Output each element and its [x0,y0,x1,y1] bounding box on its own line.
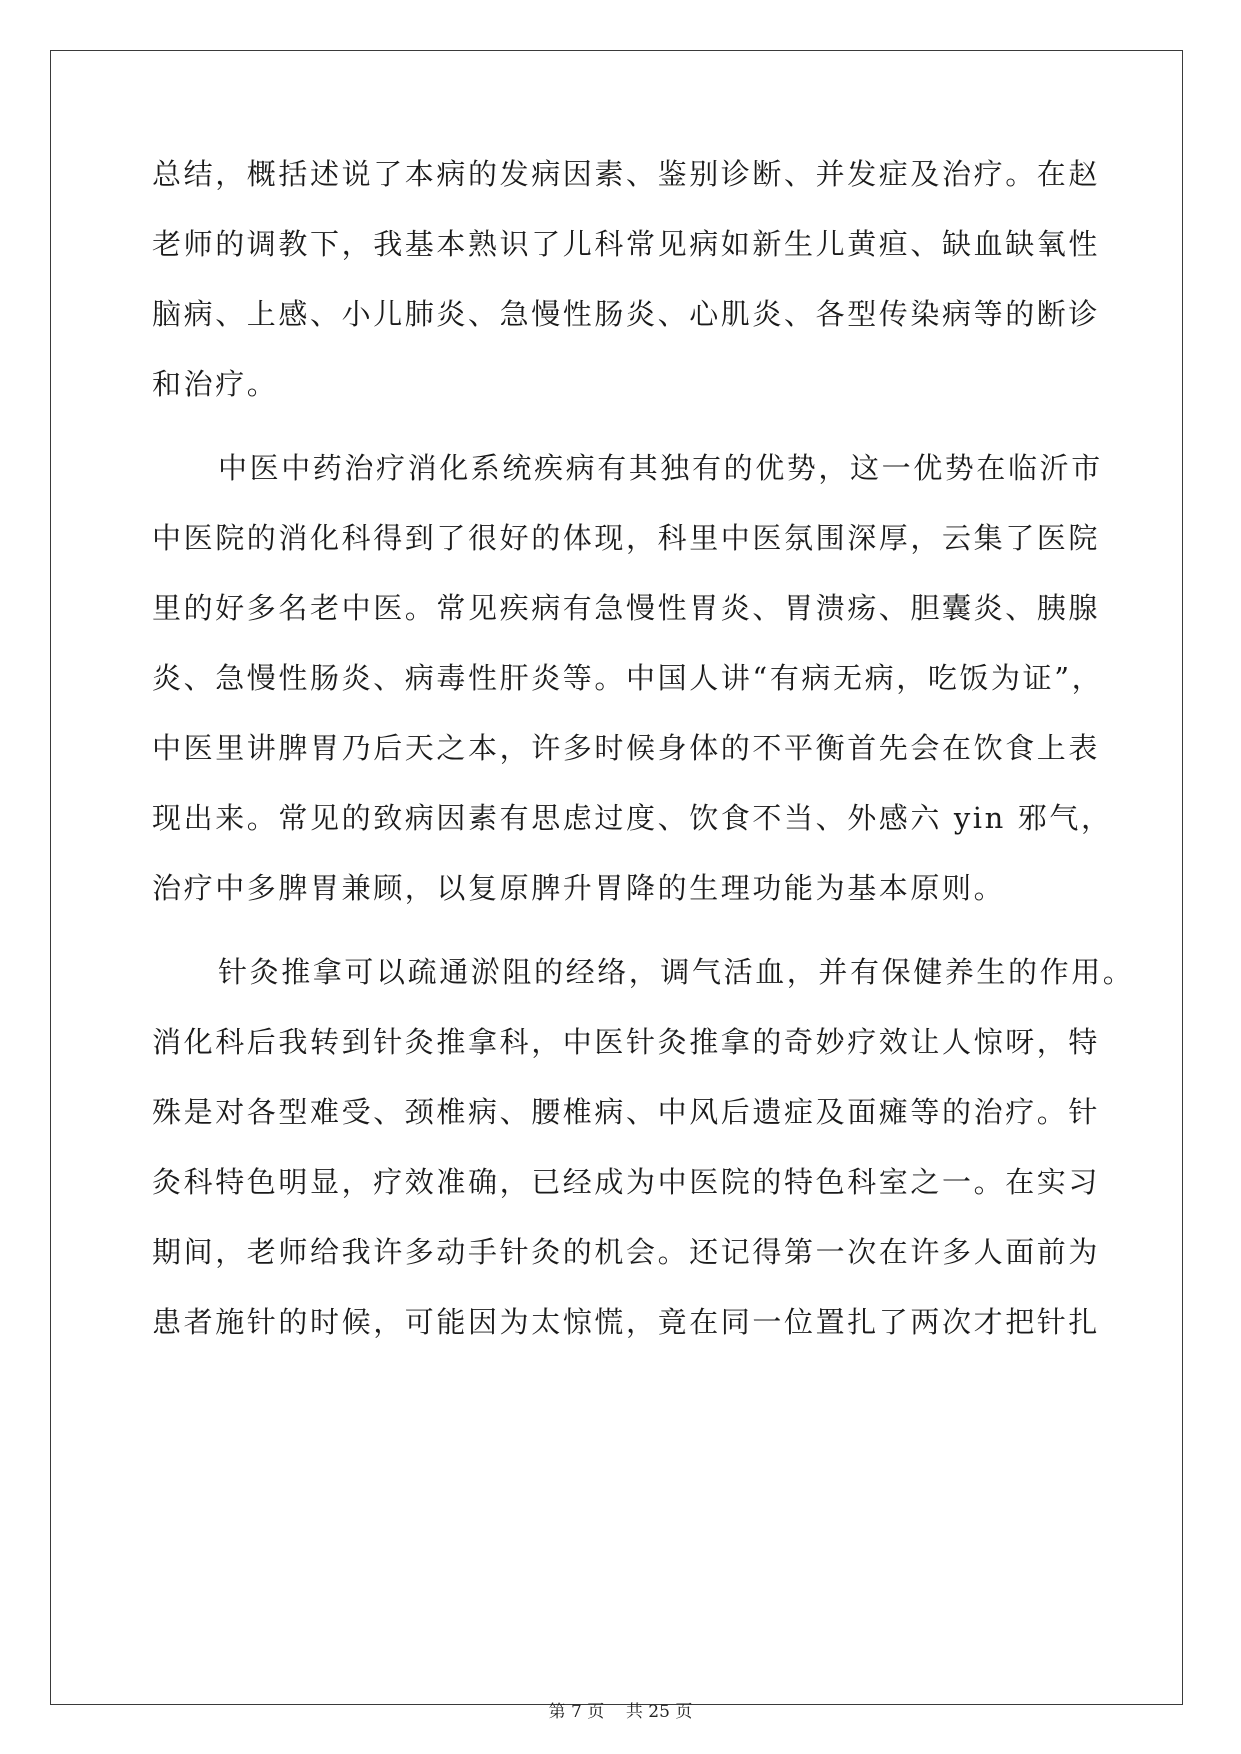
total-pages-label: 共 25 页 [625,1702,693,1722]
current-page-label: 第 7 页 [548,1702,605,1722]
body-text-line: 期间，老师给我许多动手针灸的机会。还记得第一次在许多人面前为 [152,1235,1101,1269]
body-text-line: 患者施针的时候，可能因为太惊慌，竟在同一位置扎了两次才把针扎 [152,1305,1101,1339]
body-text-line: 总结，概括述说了本病的发病因素、鉴别诊断、并发症及治疗。在赵 [152,157,1101,191]
body-text-line: 中医院的消化科得到了很好的体现，科里中医氛围深厚，云集了医院 [152,521,1101,555]
page-footer [0,1697,1241,1722]
body-text-line: 老师的调教下，我基本熟识了儿科常见病如新生儿黄疸、缺血缺氧性 [152,227,1101,261]
body-text-line: 现出来。常见的致病因素有思虑过度、饮食不当、外感六 yin 邪气， [152,801,1113,835]
body-text-line: 和治疗。 [152,367,279,401]
body-text-line: 中医里讲脾胃乃后天之本，许多时候身体的不平衡首先会在饮食上表 [152,731,1101,765]
paragraph-start-line: 针灸推拿可以疏通淤阻的经络，调气活血，并有保健养生的作用。 [218,955,1135,989]
body-text-line: 消化科后我转到针灸推拿科，中医针灸推拿的奇妙疗效让人惊呀，特 [152,1025,1101,1059]
body-text-line: 灸科特色明显，疗效准确，已经成为中医院的特色科室之一。在实习 [152,1165,1101,1199]
paragraph-start-line: 中医中药治疗消化系统疾病有其独有的优势，这一优势在临沂市 [218,451,1103,485]
body-text-line: 殊是对各型难受、颈椎病、腰椎病、中风后遗症及面瘫等的治疗。针 [152,1095,1101,1129]
body-text-line: 脑病、上感、小儿肺炎、急慢性肠炎、心肌炎、各型传染病等的断诊 [152,297,1101,331]
body-text-line: 炎、急慢性肠炎、病毒性肝炎等。中国人讲“有病无病，吃饭为证”， [152,661,1104,695]
body-text-line: 里的好多名老中医。常见疾病有急慢性胃炎、胃溃疡、胆囊炎、胰腺 [152,591,1101,625]
body-text-line: 治疗中多脾胃兼顾，以复原脾升胃降的生理功能为基本原则。 [152,871,1006,905]
